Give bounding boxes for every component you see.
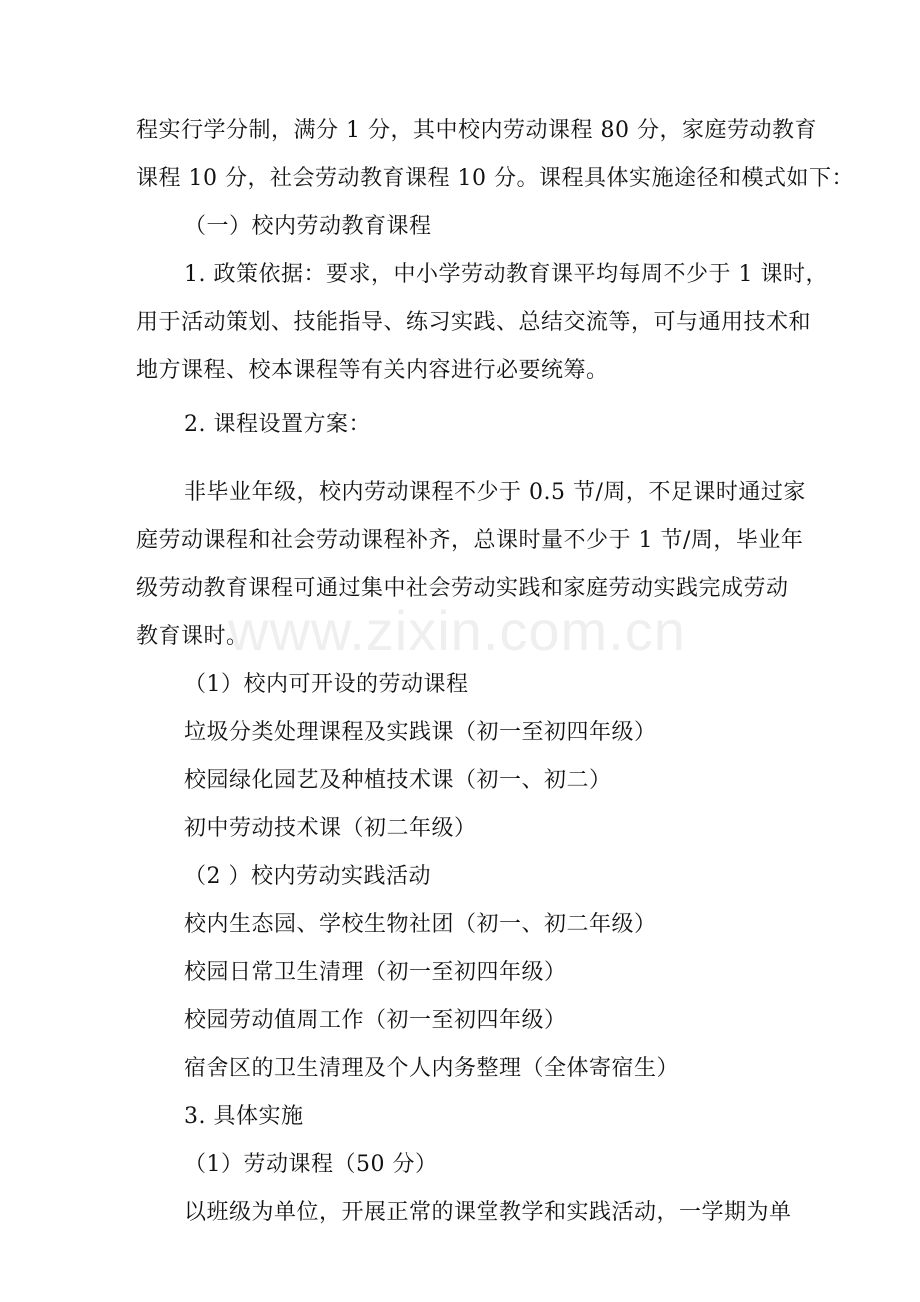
paragraph-line: 级劳动教育课程可通过集中社会劳动实践和家庭劳动实践完成劳动	[136, 576, 789, 601]
section-heading: （一）校内劳动教育课程	[184, 214, 432, 239]
list-heading: （1）校内可开设的劳动课程	[184, 672, 469, 697]
list-heading: （2 ）校内劳动实践活动	[184, 864, 431, 889]
paragraph-line: 教育课时。	[136, 624, 249, 649]
paragraph-line: 用于活动策划、技能指导、练习实践、总结交流等，可与通用技术和	[136, 310, 812, 335]
list-item: 校园绿化园艺及种植技术课（初一、初二）	[184, 768, 612, 793]
list-item: 垃圾分类处理课程及实践课（初一至初四年级）	[184, 720, 657, 745]
paragraph-line: 1. 政策依据：要求，中小学劳动教育课平均每周不少于 1 课时，	[184, 262, 828, 287]
list-item: 初中劳动技术课（初二年级）	[184, 816, 477, 841]
list-heading: （1）劳动课程（50 分）	[184, 1152, 438, 1177]
paragraph-line: 非毕业年级，校内劳动课程不少于 0.5 节/周，不足课时通过家	[184, 480, 806, 505]
paragraph-line: 地方课程、校本课程等有关内容进行必要统筹。	[136, 358, 609, 383]
watermark-text: www.zixin.com.cn	[228, 599, 686, 662]
paragraph-line: 程实行学分制，满分 1 分，其中校内劳动课程 80 分，家庭劳动教育	[136, 118, 817, 143]
subsection-heading: 3. 具体实施	[184, 1104, 304, 1129]
paragraph-line: 以班级为单位，开展正常的课堂教学和实践活动，一学期为单	[184, 1200, 792, 1225]
list-item: 宿舍区的卫生清理及个人内务整理（全体寄宿生）	[184, 1056, 680, 1081]
list-item: 校园劳动值周工作（初一至初四年级）	[184, 1008, 567, 1033]
subsection-heading: 2. 课程设置方案：	[184, 412, 371, 437]
paragraph-line: 课程 10 分，社会劳动教育课程 10 分。课程具体实施途径和模式如下：	[136, 166, 854, 191]
paragraph-line: 庭劳动课程和社会劳动课程补齐，总课时量不少于 1 节/周，毕业年	[136, 528, 804, 553]
list-item: 校内生态园、学校生物社团（初一、初二年级）	[184, 912, 657, 937]
list-item: 校园日常卫生清理（初一至初四年级）	[184, 960, 567, 985]
